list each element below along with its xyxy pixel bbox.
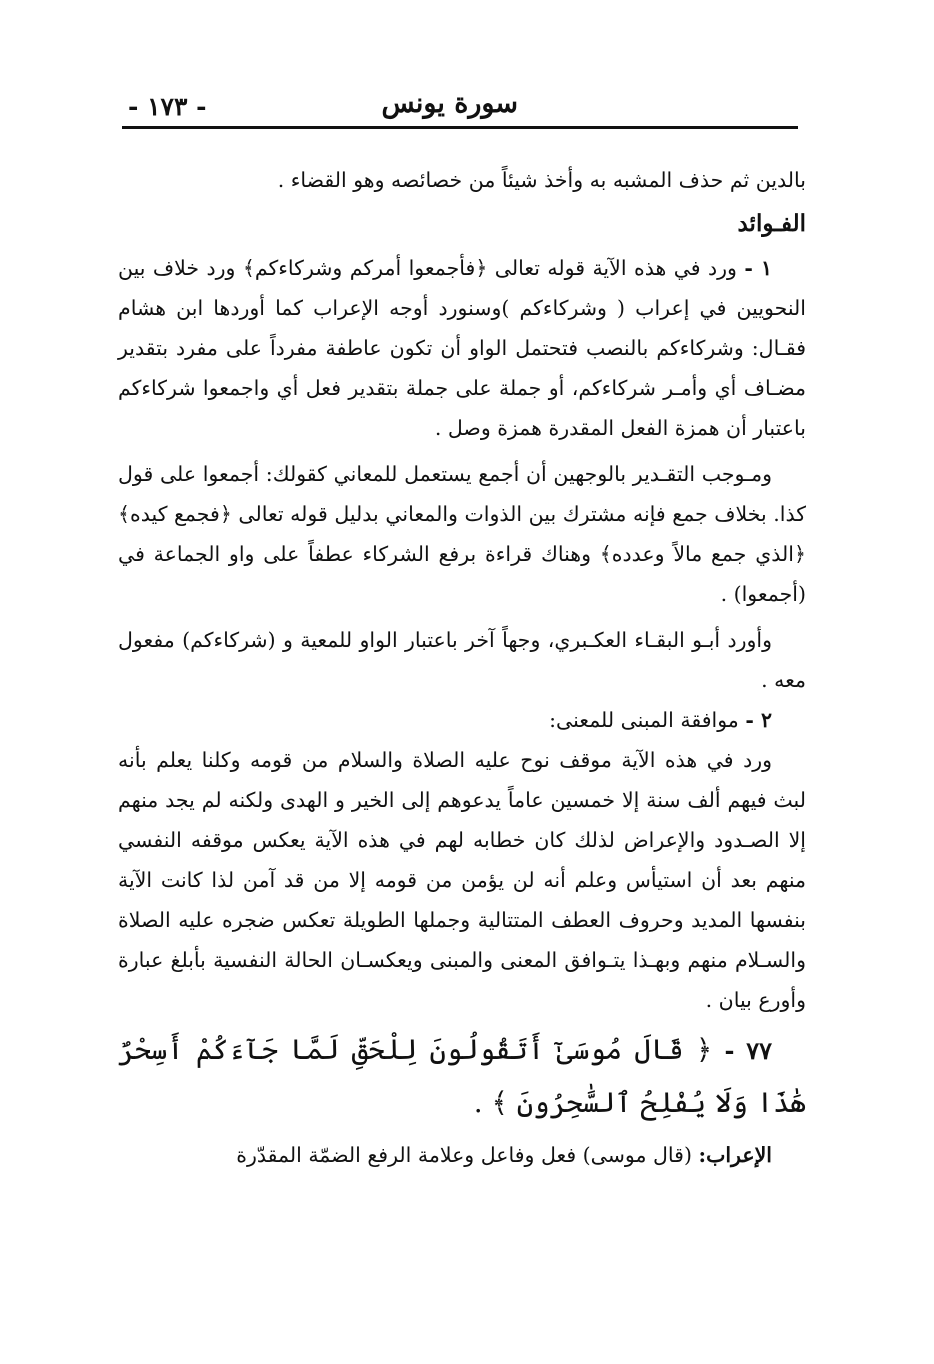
page-header — [122, 88, 798, 128]
mujib-paragraph: ومـوجب التقـدير بالوجهين أن أجمع يستعمل للمعاني كقولك: أجمعوا على قول كذا. بخلاف جمع فإنه مشترك بين الذوات والمعاني بدليل قوله تعالى ﴿فجمع كيده﴾ ﴿الذي جمع مالاً وعدده﴾ وهناك قراءة برفع الشركاء عطفاً على واو الجماعة في (أجمعوا) . — [118, 462, 806, 606]
benefit-item-1 — [118, 248, 806, 448]
section-heading-fawaid: الفـوائد — [737, 210, 806, 237]
irab-paragraph — [118, 1135, 806, 1175]
irab-label: الإعراب: — [698, 1143, 772, 1167]
verse-text: ﴿ قَالَ مُوسَىٰٓ أَتَقُولُونَ لِلْحَقِّ لَمَّا جَآءَكُمْ أَسِحْرٌ هَٰذَا وَلَا يُفْلِحُ ٱلسَّٰحِرُونَ ﴾ . — [118, 1033, 806, 1119]
nuh-paragraph: ورد في هذه الآية موقف نوح عليه الصلاة والسلام من قومه وكلنا يعلم بأنه لبث فيهم ألف سنة إلا خمسين عاماً يدعوهم إلى الخير و الهدى ولكنه لم يجد منهم إلا الصـدود والإعراض لذلك كان خطابه لهم في هذه الآية يعكس موقفه النفسي منهم بعد أن استيأس وعلم أنه لن يؤمن من قومه إلا من قد آمن لذا كانت الآية بنفسها المديد وحروف العطف المتتالية وجملها الطويلة تعكس ضجره عليه الصلاة والسـلام منهم وبهـذا يتـوافق المعنى والمبنى ويعكسـان الحالة النفسية بأبلغ عبارة وأورع بيان . — [118, 748, 806, 1012]
surah-title: سورة يونس — [381, 88, 518, 119]
header-rule — [122, 126, 798, 129]
akbari-paragraph: وأورد أبـو البقـاء العكـبري، وجهاً آخر باعتبار الواو للمعية و (شركاءكم) مفعول معه . — [118, 628, 806, 692]
benefit-1-text: ورد في هذه الآية قوله تعالى ﴿فأجمعوا أمركم وشركاءكم﴾ ورد خلاف بين النحويين في إعراب ( وشركاءكم )وسنورد أوجه الإعراب كما أوردها ابن هشام فقـال: وشركاءكم بالنصب فتحتمل الواو أن تكون عاطفة مفرداً على مفرد بتقدير مضـاف أي وأمـر شركاءكم، أو جملة على جملة بتقدير فعل أي واجمعوا شركاءكم باعتبار أن همزة الفعل المقدرة همزة وصل . — [118, 256, 806, 440]
benefit-item-2 — [118, 700, 806, 740]
intro-paragraph: بالدين ثم حذف المشبه به وأخذ شيئاً من خصائصه وهو القضاء . — [277, 168, 806, 192]
page-number: - ١٧٣ - — [128, 92, 207, 121]
irab-text: (قال موسى) فعل وفاعل وعلامة الرفع الضمّة المقدّرة — [236, 1143, 692, 1167]
benefit-2-text: موافقة المبنى للمعنى: — [549, 708, 739, 732]
quran-verse — [118, 1024, 806, 1129]
benefit-2-number: ٢ - — [745, 708, 772, 732]
benefit-1-number: ١ - — [744, 256, 772, 280]
page-body — [118, 160, 806, 1175]
verse-number: ٧٧ - — [724, 1036, 772, 1065]
